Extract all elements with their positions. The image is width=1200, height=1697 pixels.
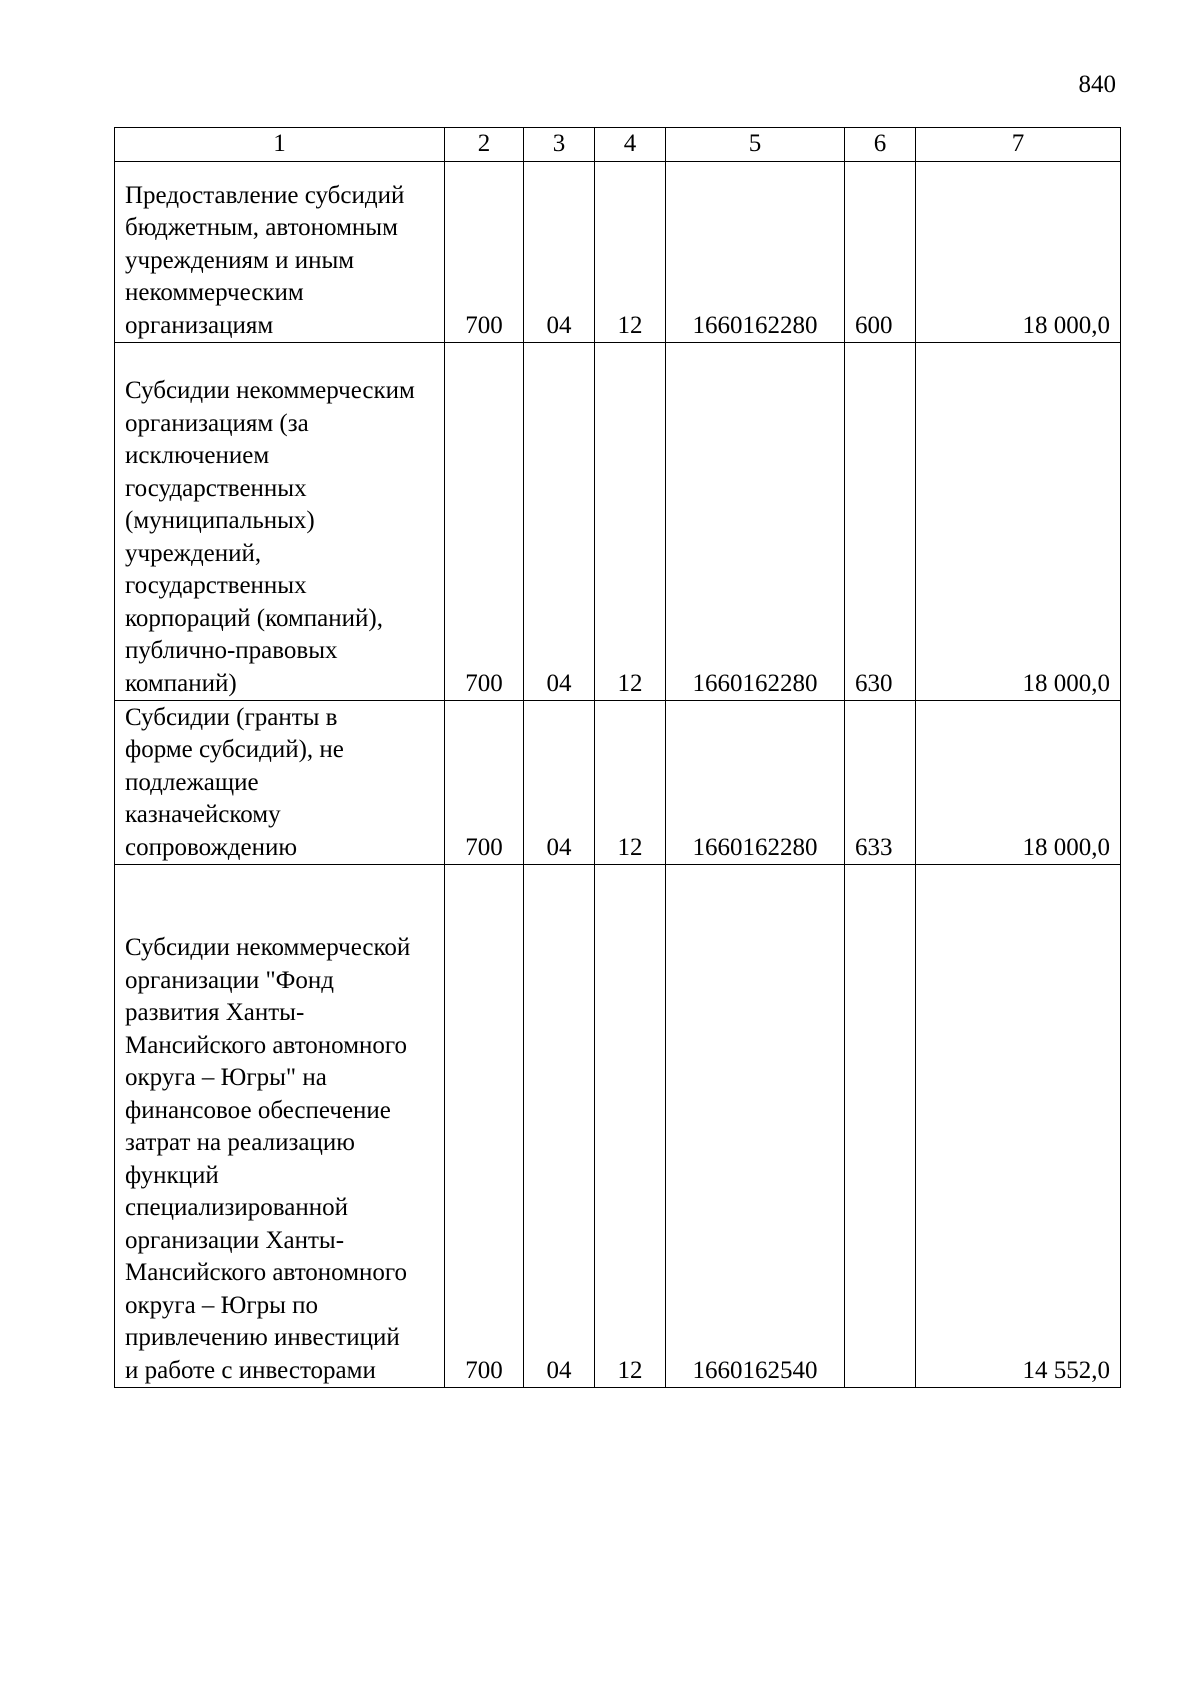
row-cell: 700 xyxy=(445,162,524,343)
row-amount-cell: 18 000,0 xyxy=(916,343,1121,701)
row-cell: 1660162540 xyxy=(666,865,845,1388)
row-name-cell: Субсидии (гранты в форме субсидий), не подлежащие казначейскому сопровождению xyxy=(115,701,445,865)
row-cell: 700 xyxy=(445,865,524,1388)
row-cell: 04 xyxy=(524,162,595,343)
budget-table xyxy=(114,127,1121,1388)
row-cell xyxy=(845,865,916,1388)
column-header: 1 xyxy=(115,128,445,162)
row-cell: 12 xyxy=(595,701,666,865)
table-row xyxy=(115,865,1121,1388)
row-cell: 1660162280 xyxy=(666,162,845,343)
row-cell: 700 xyxy=(445,701,524,865)
column-header: 4 xyxy=(595,128,666,162)
row-cell: 12 xyxy=(595,865,666,1388)
row-cell: 12 xyxy=(595,162,666,343)
page-number: 840 xyxy=(1078,71,1116,98)
row-amount-cell: 18 000,0 xyxy=(916,162,1121,343)
table-header-row xyxy=(115,128,1121,162)
row-cell: 700 xyxy=(445,343,524,701)
row-name-cell: Предоставление субсидий бюджетным, автономным учреждениям и иным некоммерческим организациям xyxy=(115,162,445,343)
column-header: 5 xyxy=(666,128,845,162)
row-cell: 1660162280 xyxy=(666,343,845,701)
column-header: 7 xyxy=(916,128,1121,162)
table-row xyxy=(115,162,1121,343)
row-cell: 630 xyxy=(845,343,916,701)
row-amount-cell: 18 000,0 xyxy=(916,701,1121,865)
row-cell: 12 xyxy=(595,343,666,701)
row-cell: 600 xyxy=(845,162,916,343)
row-cell: 1660162280 xyxy=(666,701,845,865)
row-cell: 04 xyxy=(524,343,595,701)
column-header: 6 xyxy=(845,128,916,162)
row-cell: 04 xyxy=(524,865,595,1388)
row-cell: 633 xyxy=(845,701,916,865)
row-amount-cell: 14 552,0 xyxy=(916,865,1121,1388)
column-header: 2 xyxy=(445,128,524,162)
table-row xyxy=(115,343,1121,701)
table-row xyxy=(115,701,1121,865)
row-name-cell: Субсидии некоммерческой организации "Фонд развития Ханты-Мансийского автономного округа – Югры" на финансовое обеспечение затрат на реализацию функций специализированной организации Ханты-Мансийского автономного округа – Югры по привлечению инвестиций и работе с инвесторами xyxy=(115,865,445,1388)
column-header: 3 xyxy=(524,128,595,162)
row-cell: 04 xyxy=(524,701,595,865)
row-name-cell: Субсидии некоммерческим организациям (за исключением государственных (муниципальных) учреждений, государственных корпораций (компаний), публично-правовых компаний) xyxy=(115,343,445,701)
